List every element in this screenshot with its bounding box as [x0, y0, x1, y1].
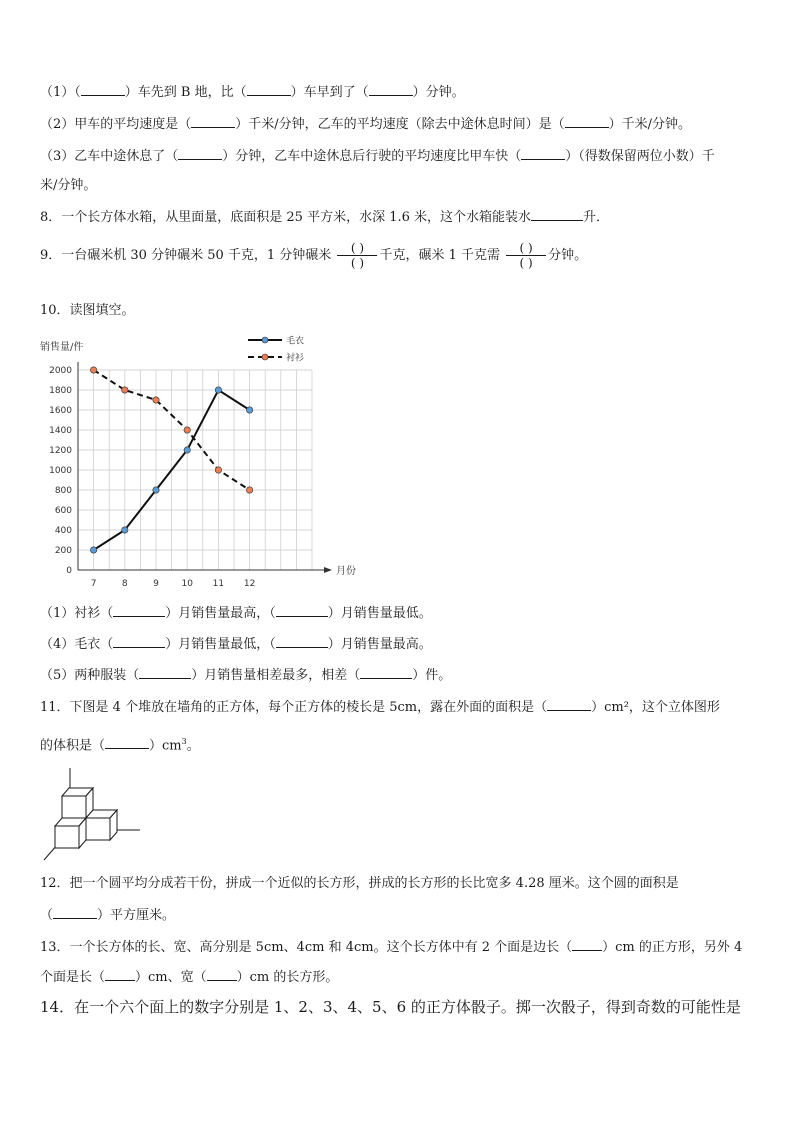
- data-point: [153, 487, 159, 493]
- answer-blank[interactable]: [178, 146, 222, 160]
- data-point: [90, 547, 96, 553]
- answer-blank[interactable]: [105, 967, 135, 981]
- data-point: [184, 427, 190, 433]
- question-14: 14．在一个六个面上的数字分别是 1、2、3、4、5、6 的正方体骰子。掷一次骰子，得到奇数的可能性是: [40, 998, 741, 1016]
- answer-blank[interactable]: [276, 634, 328, 648]
- question-11-line-2: 的体积是（ ）$cm^3$。: [40, 737, 200, 754]
- x-tick-label: 8: [121, 579, 128, 589]
- data-point: [184, 447, 190, 453]
- q10-line-1: （1）衬衫（ ）月销售量最高，（ ）月销售量最低。: [40, 603, 432, 623]
- y-tick-label: 2000: [49, 366, 72, 376]
- answer-blank[interactable]: [113, 634, 165, 648]
- fraction-blank[interactable]: $\frac{( )}{( )}$: [337, 241, 377, 270]
- y-tick-label: 800: [54, 486, 72, 496]
- x-tick-label: 11: [212, 579, 225, 589]
- y-tick-label: 1800: [49, 386, 72, 396]
- q7-line-2: （2）甲车的平均速度是（ ）千米/分钟，乙车的平均速度（除去中途休息时间）是（ ）千米/分钟。: [40, 114, 691, 134]
- x-tick-label: 7: [90, 579, 97, 589]
- sales-line-chart: [34, 330, 356, 589]
- data-point: [90, 367, 96, 373]
- data-point: [122, 527, 128, 533]
- question-8: 8．一个长方体水箱，从里面量，底面积是 25 平方米，水深 1.6 米，这个水箱能装水 升．: [40, 207, 609, 227]
- answer-blank[interactable]: [113, 603, 165, 617]
- legend-label: 毛衣: [286, 336, 305, 347]
- answer-blank[interactable]: [360, 665, 412, 679]
- answer-blank[interactable]: [521, 146, 565, 160]
- y-tick-label: 1200: [49, 446, 72, 456]
- answer-blank[interactable]: [207, 967, 237, 981]
- answer-blank[interactable]: [572, 937, 602, 951]
- answer-blank[interactable]: [53, 905, 97, 919]
- data-point: [153, 397, 159, 403]
- data-point: [246, 487, 252, 493]
- answer-blank[interactable]: [565, 114, 609, 128]
- y-tick-label: 200: [54, 546, 72, 556]
- y-tick-label: 1000: [49, 466, 72, 476]
- answer-blank[interactable]: [191, 114, 235, 128]
- q10-line-3: （5）两种服装（ ）月销售量相差最多，相差（ ）件。: [40, 665, 451, 685]
- stacked-cubes-figure: [40, 766, 150, 866]
- answer-blank[interactable]: [547, 697, 591, 711]
- data-point: [215, 467, 221, 473]
- answer-blank[interactable]: [247, 82, 291, 96]
- y-tick-label: 1400: [49, 426, 72, 436]
- question-9: 9．一台碾米机 30 分钟碾米 50 千克，1 分钟碾米 $\frac{( )}{( )}$ 千克，碾米 1 千克需 $\frac{( )}{( )}$ 分钟。: [40, 241, 588, 270]
- answer-blank[interactable]: [81, 82, 125, 96]
- x-tick-label: 12: [243, 579, 256, 589]
- answer-blank[interactable]: [105, 735, 149, 749]
- legend-marker: [262, 354, 268, 360]
- data-point: [215, 387, 221, 393]
- legend-label: 衬衫: [286, 353, 305, 364]
- answer-blank[interactable]: [531, 207, 583, 221]
- x-tick-label: 9: [153, 579, 159, 589]
- question-11-line-1: 11．下图是 4 个堆放在墙角的正方体，每个正方体的棱长是 5cm，露在外面的面积是（ ）cm²，这个立体图形: [40, 697, 720, 717]
- answer-blank[interactable]: [276, 603, 328, 617]
- question-13-line-1: 13．一个长方体的长、宽、高分别是 5cm、4cm 和 4cm。这个长方体中有 2 个面是边长（ ）cm 的正方形，另外 4: [40, 937, 742, 957]
- answer-blank[interactable]: [369, 82, 413, 96]
- q7-line-3: （3）乙车中途休息了（ ）分钟，乙车中途休息后行驶的平均速度比甲车快（ ）（得数保留两位小数）千: [40, 146, 715, 166]
- answer-blank[interactable]: [139, 665, 191, 679]
- q10-line-2: （4）毛衣（ ）月销售量最低，（ ）月销售量最高。: [40, 634, 432, 654]
- legend-marker: [262, 337, 268, 343]
- question-13-line-2: 个面是长（ ）cm、宽（ ）cm 的长方形。: [40, 967, 338, 987]
- question-10-title: 10．读图填空。: [40, 303, 135, 318]
- question-12-line-1: 12．把一个圆平均分成若干份，拼成一个近似的长方形，拼成的长方形的长比宽多 4.28 厘米。这个圆的面积是: [40, 876, 679, 891]
- y-tick-label: 400: [54, 526, 72, 536]
- q7-line-1: （1）（ ）车先到 B 地，比（ ）车早到了（ ）分钟。: [40, 82, 465, 102]
- x-tick-label: 10: [181, 579, 193, 589]
- y-tick-label: 600: [54, 506, 72, 516]
- question-12-line-2: （ ）平方厘米。: [40, 905, 175, 925]
- y-tick-label: 1600: [49, 406, 72, 416]
- fraction-blank[interactable]: $\frac{( )}{( )}$: [506, 241, 546, 270]
- data-point: [122, 387, 128, 393]
- x-axis-arrow: [324, 567, 332, 573]
- y-tick-label: 0: [66, 566, 72, 576]
- data-point: [246, 407, 252, 413]
- y-axis-label: 销售量/件: [40, 342, 84, 353]
- q7-line-4: 米/分钟。: [40, 178, 97, 193]
- x-axis-label: 月份: [336, 566, 356, 577]
